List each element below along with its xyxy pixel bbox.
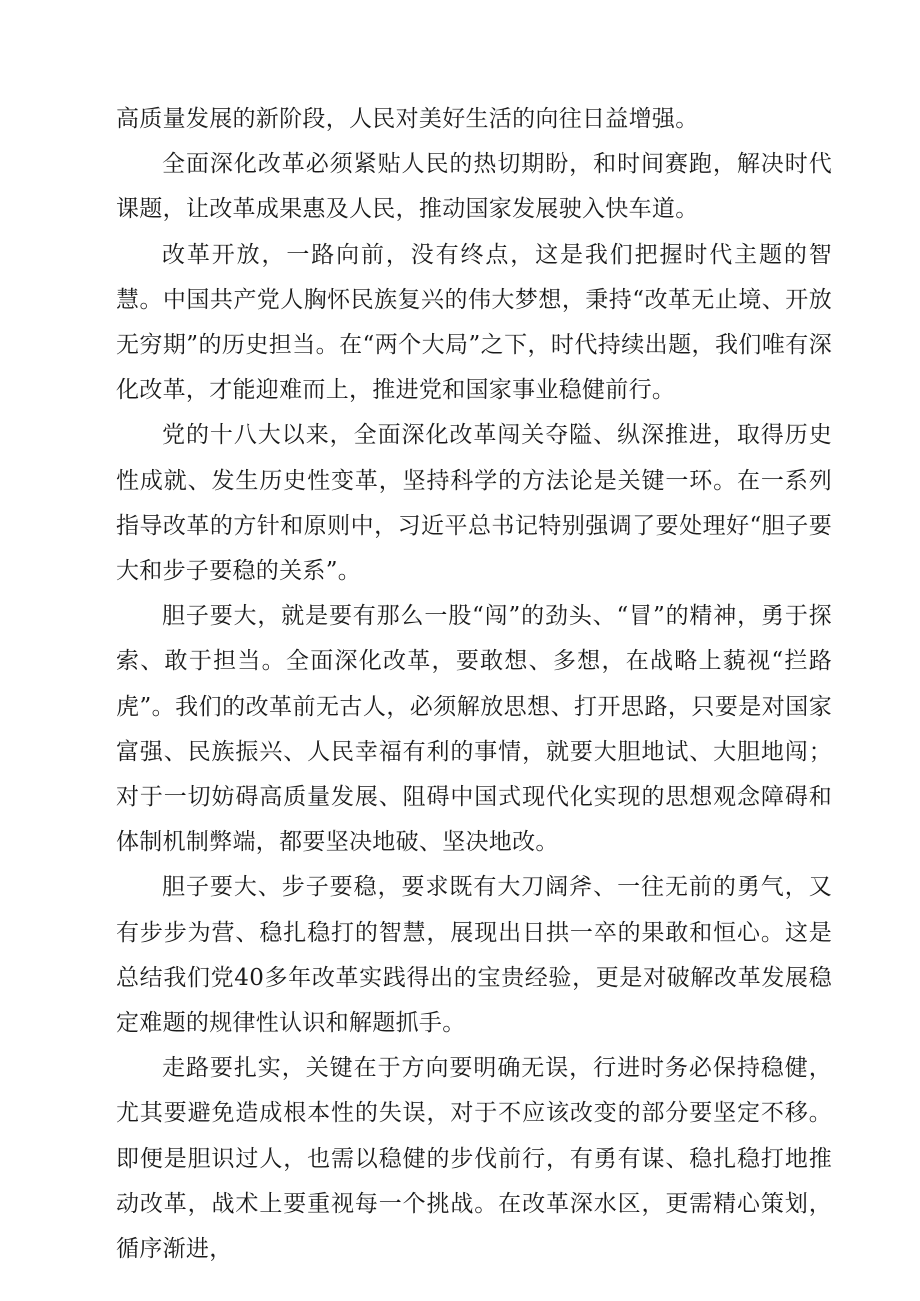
article-body <box>116 97 832 1272</box>
paragraph-2: 全面深化改革必须紧贴人民的热切期盼，和时间赛跑，解决时代课题，让改革成果惠及人民，推动国家发展驶入快车道。 <box>116 151 832 223</box>
paragraph-4: 党的十八大以来，全面深化改革闯关夺隘、纵深推进，取得历史性成就、发生历史性变革，坚持科学的方法论是关键一环。在一系列指导改革的方针和原则中，习近平总书记特别强调了要处理好“胆子要大和步子要稳的关系”。 <box>116 422 832 585</box>
paragraph-3: 改革开放，一路向前，没有终点，这是我们把握时代主题的智慧。中国共产党人胸怀民族复兴的伟大梦想，秉持“改革无止境、开放无穷期”的历史担当。在“两个大局”之下，时代持续出题，我们唯有深化改革，才能迎难而上，推进党和国家事业稳健前行。 <box>116 241 832 404</box>
paragraph-7: 走路要扎实，关键在于方向要明确无误，行进时务必保持稳健，尤其要避免造成根本性的失误，对于不应该改变的部分要坚定不移。即便是胆识过人，也需以稳健的步伐前行，有勇有谋、稳扎稳打地推动改革，战术上要重视每一个挑战。在改革深水区，更需精心策划，循序渐进， <box>116 1055 832 1263</box>
paragraph-1: 高质量发展的新阶段，人民对美好生活的向往日益增强。 <box>116 106 699 132</box>
paragraph-6: 胆子要大、步子要稳，要求既有大刀阔斧、一往无前的勇气，又有步步为营、稳扎稳打的智慧，展现出日拱一卒的果敢和恒心。这是总结我们党40多年改革实践得出的宝贵经验，更是对破解改革发展稳定难题的规律性认识和解题抓手。 <box>116 874 832 1037</box>
paragraph-5: 胆子要大，就是要有那么一股“闯”的劲头、“冒”的精神，勇于探索、敢于担当。全面深化改革，要敢想、多想，在战略上藐视“拦路虎”。我们的改革前无古人，必须解放思想、打开思路，只要是对国家富强、民族振兴、人民幸福有利的事情，就要大胆地试、大胆地闯；对于一切妨碍高质量发展、阻碍中国式现代化实现的思想观念障碍和体制机制弊端，都要坚决地破、坚决地改。 <box>116 603 832 856</box>
